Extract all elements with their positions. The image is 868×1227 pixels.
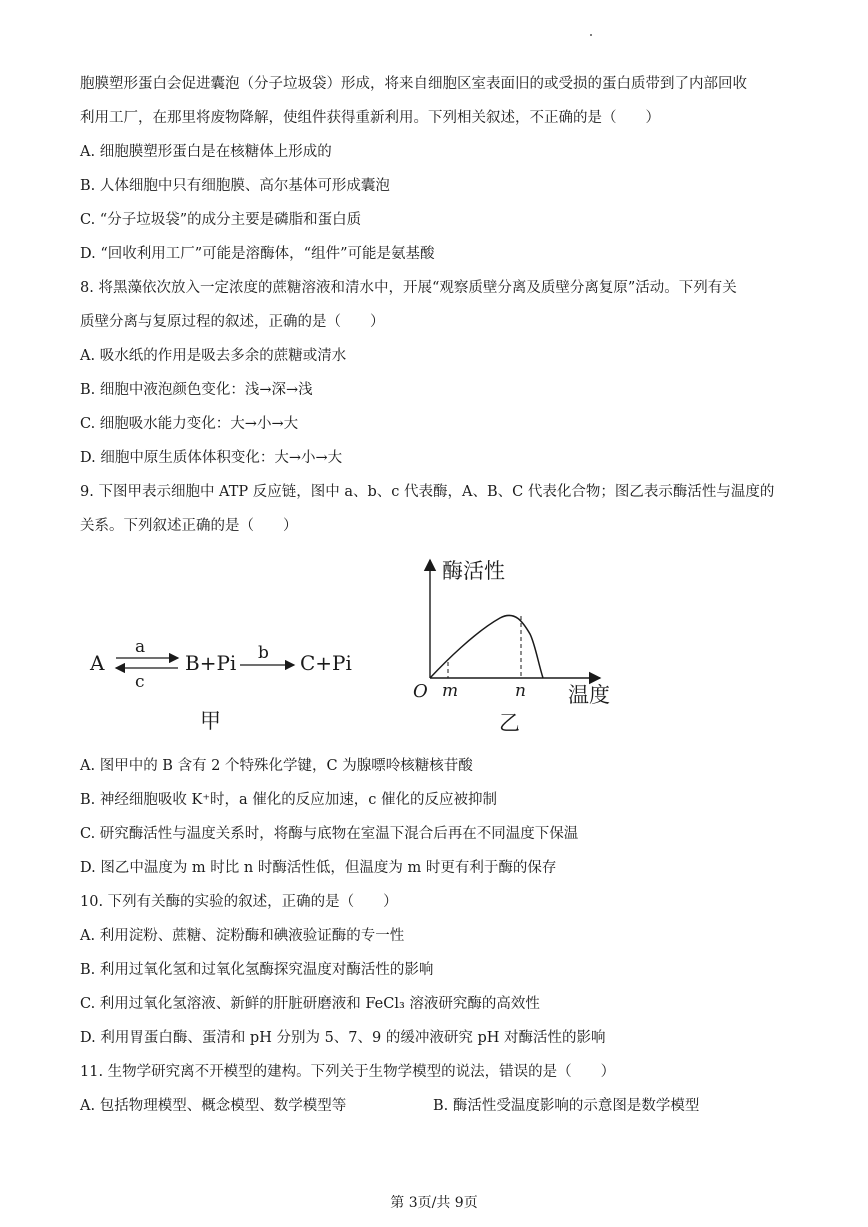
option-b: B. 利用过氧化氢和过氧化氢酶探究温度对酶活性的影响 bbox=[80, 962, 434, 978]
m-tick-label: m bbox=[442, 681, 459, 701]
option-b: B. 酶活性受温度影响的示意图是数学模型 bbox=[433, 1098, 700, 1114]
option-c: C. 利用过氧化氢溶液、新鲜的肝脏研磨液和 FeCl₃ 溶液研究酶的高效性 bbox=[80, 996, 540, 1012]
option-d: D. 利用胃蛋白酶、蛋清和 pH 分别为 5、7、9 的缓冲液研究 pH 对酶活性的影响 bbox=[80, 1030, 606, 1046]
question-11: 11. 生物学研究离不开模型的建构。下列关于生物学模型的说法，错误的是（ ） bbox=[80, 1064, 616, 1080]
question-8-cont: 质壁分离与复原过程的叙述，正确的是（ ） bbox=[80, 314, 385, 330]
page-footer: 第 3页/共 9页 bbox=[390, 1195, 478, 1211]
option-a: A. 细胞膜塑形蛋白是在核糖体上形成的 bbox=[80, 144, 332, 160]
option-d: D. 图乙中温度为 m 时比 n 时酶活性低，但温度为 m 时更有利于酶的保存 bbox=[80, 860, 557, 876]
text-line: 利用工厂，在那里将废物降解，使组件获得重新利用。下列相关叙述，不正确的是（ ） bbox=[80, 110, 660, 126]
question-8: 8. 将黑藻依次放入一定浓度的蔗糖溶液和清水中，开展“观察质壁分离及质壁分离复原”活动。下列有关 bbox=[80, 280, 737, 296]
n-tick-label: n bbox=[515, 681, 526, 701]
option-c: C. “分子垃圾袋”的成分主要是磷脂和蛋白质 bbox=[80, 212, 362, 228]
question-9: 9. 下图甲表示细胞中 ATP 反应链，图中 a、b、c 代表酶，A、B、C 代表化合物；图乙表示酶活性与温度的 bbox=[80, 484, 775, 500]
figure-jia bbox=[80, 630, 370, 740]
option-a: A. 利用淀粉、蔗糖、淀粉酶和碘液验证酶的专一性 bbox=[80, 928, 405, 944]
question-10: 10. 下列有关酶的实验的叙述，正确的是（ ） bbox=[80, 894, 398, 910]
text-line: 胞膜塑形蛋白会促进囊泡（分子垃圾袋）形成，将来自细胞区室表面旧的或受损的蛋白质带到了内部回收 bbox=[80, 76, 747, 92]
option-b: B. 细胞中液泡颜色变化：浅→深→浅 bbox=[80, 382, 313, 398]
question-9-cont: 关系。下列叙述正确的是（ ） bbox=[80, 518, 298, 534]
option-c: C. 细胞吸水能力变化：大→小→大 bbox=[80, 416, 299, 432]
figure-yi bbox=[405, 552, 635, 742]
option-a: A. 吸水纸的作用是吸去多余的蔗糖或清水 bbox=[80, 348, 347, 364]
enzyme-c-label: c bbox=[135, 672, 145, 692]
y-axis-label: 酶活性 bbox=[442, 559, 505, 583]
enzyme-activity-curve bbox=[430, 615, 543, 678]
caption-jia: 甲 bbox=[200, 709, 221, 733]
option-a: A. 图甲中的 B 含有 2 个特殊化学键，C 为腺嘌呤核糖核苷酸 bbox=[80, 758, 473, 774]
scan-dot bbox=[590, 34, 592, 36]
enzyme-a-label: a bbox=[135, 637, 146, 657]
compound-c-pi: C+Pi bbox=[300, 651, 352, 675]
option-c: C. 研究酶活性与温度关系时，将酶与底物在室温下混合后再在不同温度下保温 bbox=[80, 826, 579, 842]
origin-label: O bbox=[413, 681, 428, 702]
option-d: D. “回收利用工厂”可能是溶酶体，“组件”可能是氨基酸 bbox=[80, 246, 435, 262]
compound-b-pi: B+Pi bbox=[185, 651, 237, 675]
option-b: B. 神经细胞吸收 K⁺时，a 催化的反应加速，c 催化的反应被抑制 bbox=[80, 792, 497, 808]
x-axis-label: 温度 bbox=[568, 683, 610, 707]
option-d: D. 细胞中原生质体体积变化：大→小→大 bbox=[80, 450, 343, 466]
option-b: B. 人体细胞中只有细胞膜、高尔基体可形成囊泡 bbox=[80, 178, 390, 194]
caption-yi: 乙 bbox=[499, 711, 520, 735]
enzyme-b-label: b bbox=[258, 643, 269, 663]
compound-a: A bbox=[90, 651, 105, 675]
option-a: A. 包括物理模型、概念模型、数学模型等 bbox=[80, 1098, 347, 1114]
